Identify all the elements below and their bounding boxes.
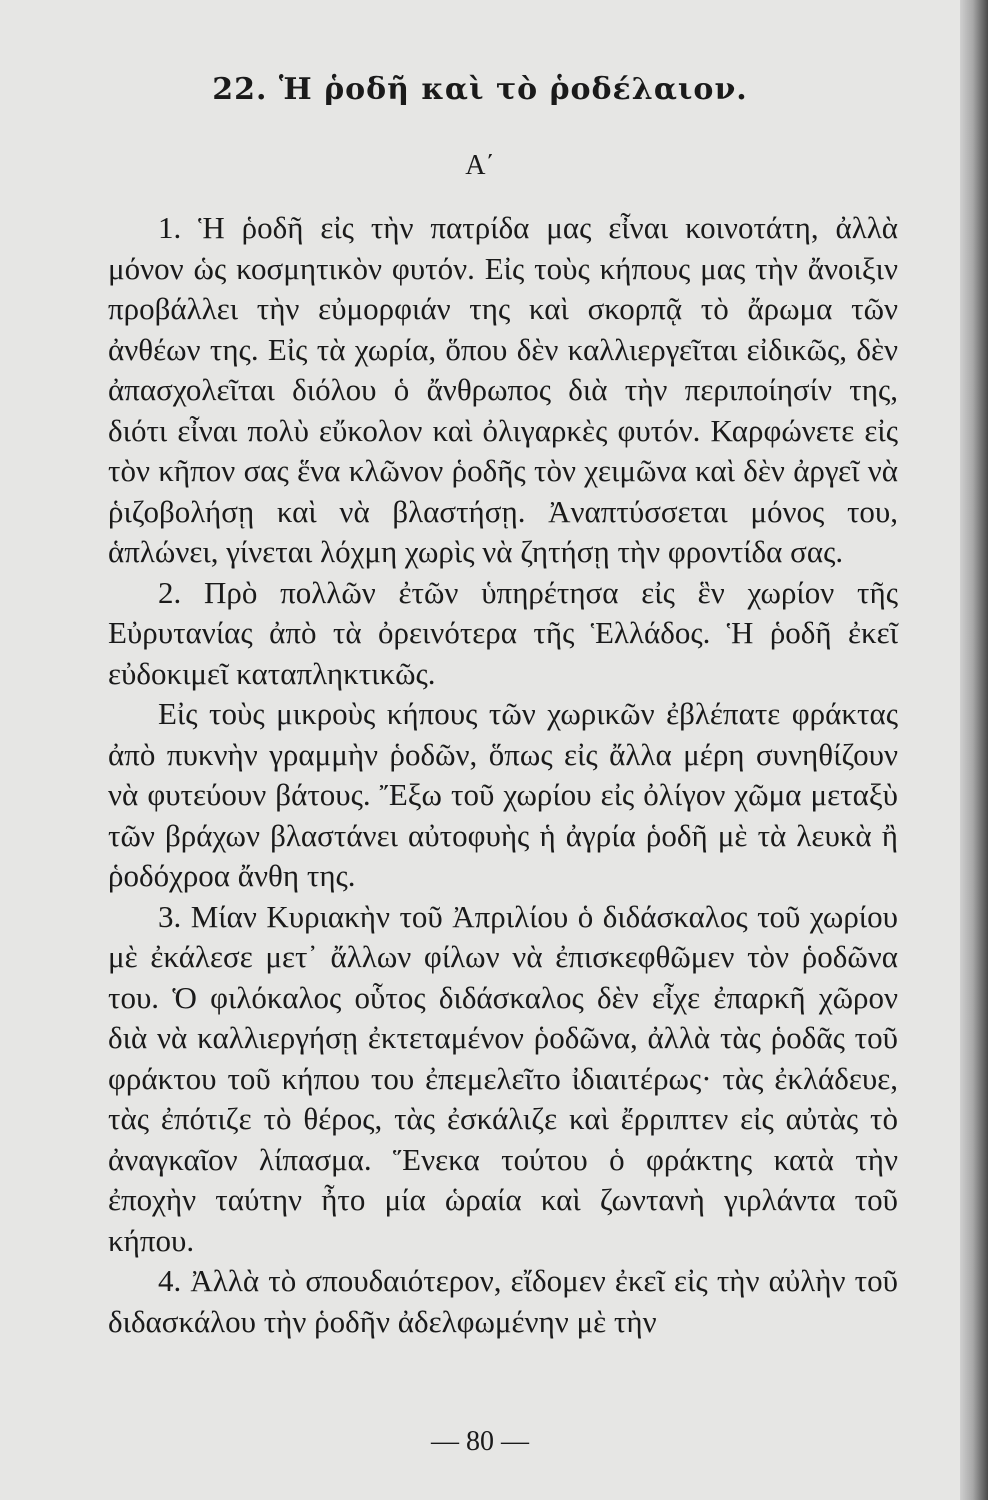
paragraph-5: 4. Ἀλλὰ τὸ σπουδαιότερον, εἴδομεν ἐκεῖ εἰς τὴν αὐλὴν τοῦ διδασκάλου τὴν ῥοδῆν ἀδελφωμένην μὲ τὴν — [108, 1263, 898, 1339]
page-number: — 80 — — [431, 1426, 529, 1457]
chapter-heading: 22. Ἡ ῥοδῆ καὶ τὸ ῥοδέλαιον. — [212, 72, 748, 107]
paragraph-1: 1. Ἡ ῥοδῆ εἰς τὴν πατρίδα μας εἶναι κοινοτάτη, ἀλλὰ μόνον ὡς κοσμητικὸν φυτόν. Εἰς τοὺς κήπους μας τὴν ἄνοιξιν προβάλλει τὴν εὐμορφιάν της καὶ σκορπᾷ τὸ ἄρωμα τῶν ἀνθέων της. Εἰς τὰ χωρία, ὅπου δὲν καλλιεργεῖται εἰδικῶς, δὲν ἀπασχολεῖται διόλου ὁ ἄνθρωπος διὰ τὴν περιποίησίν της, διότι εἶναι πολὺ εὔκολον καὶ ὀλιγαρκὲς φυτόν. Καρφώνετε εἰς τὸν κῆπον σας ἕνα κλῶνον ῥοδῆς τὸν χειμῶνα καὶ δὲν ἀργεῖ νὰ ῥιζοβολήσῃ καὶ νὰ βλαστήσῃ. Ἀναπτύσσεται μόνος του, ἁπλώνει, γίνεται λόχμη χωρὶς νὰ ζητήσῃ τὴν φροντίδα σας. — [108, 210, 898, 569]
page-binding-shadow — [960, 0, 988, 1500]
paragraph-4: 3. Μίαν Κυριακὴν τοῦ Ἀπριλίου ὁ διδάσκαλος τοῦ χωρίου μὲ ἐκάλεσε μετ᾽ ἄλλων φίλων νὰ ἐπισκεφθῶμεν τὸν ῥοδῶνα του. Ὁ φιλόκαλος οὗτος διδάσκαλος δὲν εἶχε ἐπαρκῆ χῶρον διὰ νὰ καλλιεργήσῃ ἐκτεταμένον ῥοδῶνα, ἀλλὰ τὰς ῥοδᾶς τοῦ φράκτου τοῦ κήπου του ἐπεμελεῖτο ἰδιαιτέρως· τὰς ἐκλάδευε, τὰς ἐπότιζε τὸ θέρος, τὰς ἐσκάλιζε καὶ ἔρριπτεν εἰς αὐτὰς τὸ ἀναγκαῖον λίπασμα. Ἕνεκα τούτου ὁ φράκτης κατὰ τὴν ἐποχὴν ταύτην ἦτο μία ὡραία καὶ ζωντανὴ γιρλάντα τοῦ κήπου. — [108, 898, 898, 1258]
paragraph-2: 2. Πρὸ πολλῶν ἐτῶν ὑπηρέτησα εἰς ἓν χωρίον τῆς Εὐρυτανίας ἀπὸ τὰ ὀρεινότερα τῆς Ἑλλάδος. Ἡ ῥοδῆ ἐκεῖ εὐδοκιμεῖ καταπληκτικῶς. — [108, 574, 898, 691]
section-marker: Α΄ — [465, 150, 495, 181]
paragraph-3: Εἰς τοὺς μικροὺς κήπους τῶν χωρικῶν ἐβλέπατε φράκτας ἀπὸ πυκνὴν γραμμὴν ῥοδῶν, ὅπως εἰς ἄλλα μέρη συνηθίζουν νὰ φυτεύουν βάτους. Ἔξω τοῦ χωρίου εἰς ὀλίγον χῶμα μεταξὺ τῶν βράχων βλαστάνει αὐτοφυὴς ἡ ἀγρία ῥοδῆ μὲ τὰ λευκὰ ἢ ῥοδόχροα ἄνθη της. — [108, 696, 898, 893]
body-text — [108, 208, 898, 1342]
